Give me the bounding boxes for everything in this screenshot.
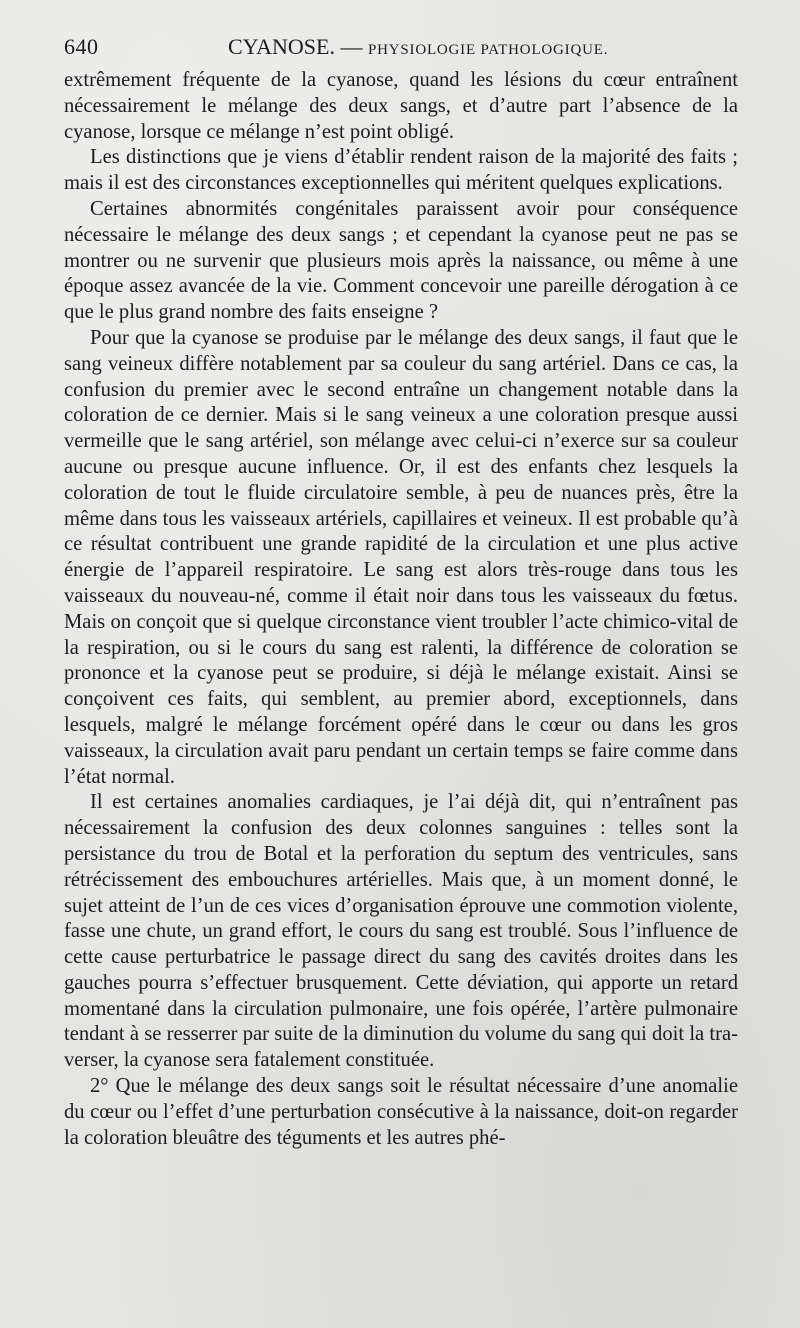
paragraph: Il est certaines anomalies cardiaques, je l’ai déjà dit, qui n’entraînent pas nécessairement la confusion des deux colonnes sanguines : telles sont la persistance du trou de Botal et la perforation du septum des ventricules, sans rétrécissement des embouchures artérielles. Mais que, à un moment donné, le sujet atteint de l’un de ces vices d’organisation éprouve une commotion violente, fasse une chute, un grand effort, le cours du sang est troublé. Sous l’influence de cette cause perturbatrice le passage direct du sang des cavités droites dans les gauches pourra s’effectuer brusquement. Cette déviation, qui apporte un retard momentané dans la circulation pulmonaire, une fois opérée, l’artère pulmonaire tendant à se resserrer par suite de la diminution du volume du sang qui doit la traverser, la cyanose sera fatalement constituée. <box>64 791 738 1072</box>
body-text <box>64 68 738 1151</box>
running-title-main: CYANOSE. <box>228 34 335 59</box>
running-title <box>228 34 608 60</box>
paragraph-continued: extrêmement fréquente de la cyanose, quand les lésions du cœur entraînent nécessairement le mélange des deux sangs, et d’autre part l’absence de la cyanose, lorsque ce mélange n’est point obligé. <box>64 69 738 143</box>
running-header <box>64 30 738 64</box>
paragraph: 2° Que le mélange des deux sangs soit le résultat nécessaire d’une anomalie du cœur ou l’effet d’une perturbation consécutive à la naissance, doit-on regarder la coloration bleuâtre des téguments et les autres phé- <box>64 1075 738 1149</box>
running-title-sub: PHYSIOLOGIE PATHOLOGIQUE. <box>367 42 609 58</box>
paragraph: Certaines abnormités congénitales paraissent avoir pour conséquence nécessaire le mélange des deux sangs ; et cependant la cyanose peut ne pas se montrer ou ne survenir que plusieurs mois après la naissance, ou même à une époque assez avancée de la vie. Comment concevoir une pareille dérogation à ce que le plus grand nombre des faits enseigne ? <box>64 197 738 324</box>
paragraph: Pour que la cyanose se produise par le mélange des deux sangs, il faut que le sang veineux diffère notablement par sa couleur du sang artériel. Dans ce cas, la confusion du premier avec le second entraîne un changement notable dans la coloration de ce dernier. Mais si le sang veineux a une coloration presque aussi vermeille que le sang artériel, son mélange avec celui-ci n’exerce sur sa couleur aucune ou presque aucune influence. Or, il est des enfants chez lesquels la coloration de tout le fluide circulatoire semble, à peu de nuances près, être la même dans tous les vaisseaux artériels, capillaires et veineux. Il est probable qu’à ce résultat contribuent une grande rapidité de la circulation et une plus active énergie de l’appareil respiratoire. Le sang est alors très-rouge dans tous les vaisseaux du nouveau-né, comme il était noir dans tous les vaisseaux du fœtus. Mais on conçoit que si quelque circonstance vient troubler l’acte chimico-vital de la respiration, ou si le cours du sang est ralenti, la différence de coloration se prononce et la cyanose peut se produire, si déjà le mélange existait. Ainsi se conçoivent ces faits, qui semblent, au premier abord, exceptionnels, dans lesquels, malgré le mélange forcément opéré dans le cœur ou dans les gros vaisseaux, la circulation avait paru pendant un certain temps se faire comme dans l’état normal. <box>64 326 738 788</box>
paragraph: Les distinctions que je viens d’établir rendent raison de la majorité des faits ; mais il est des circonstances exceptionnelles qui méritent quelques explications. <box>64 146 738 195</box>
page-number: 640 <box>64 34 99 59</box>
running-title-dash: — <box>340 34 363 59</box>
